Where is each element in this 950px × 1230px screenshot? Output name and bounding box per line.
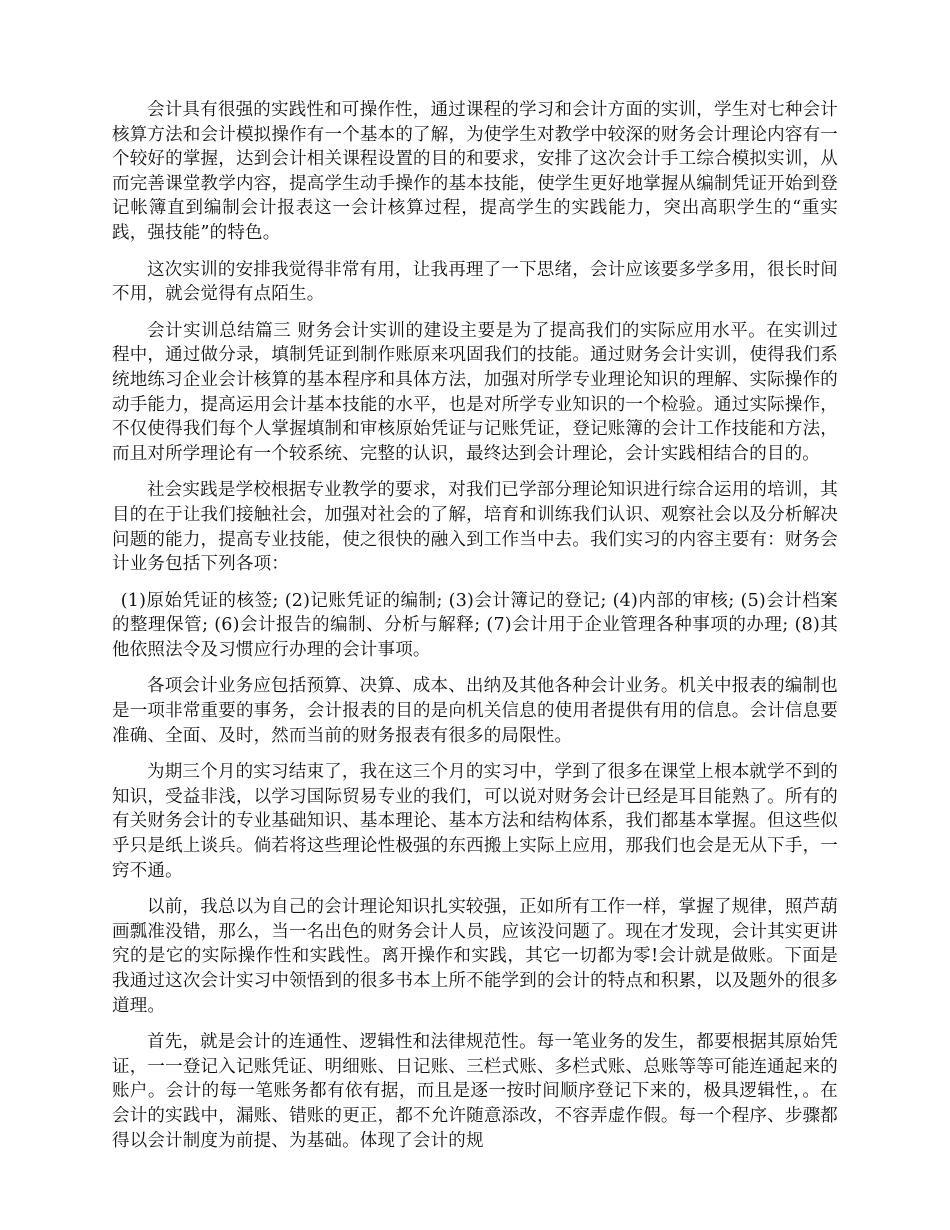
paragraph-accounting-business: 各项会计业务应包括预算、决算、成本、出纳及其他各种会计业务。机关中报表的编制也是一项非常重要的事务，会计报表的目的是向机关信息的使用者提供有用的信息。会计信息要准确、全面、及时，然而当前的财务报表有很多的局限性。 — [112, 676, 838, 746]
paragraph-training-summary: 会计实训总结篇三 财务会计实训的建设主要是为了提高我们的实际应用水平。在实训过程中，通过做分录，填制凭证到制作账原来巩固我们的技能。通过财务会计实训，使得我们系统地练习企业会计核算的基本程序和具体方法，加强对所学专业理论知识的理解、实际操作的动手能力，提高运用会计基本技能的水平，也是对所学专业知识的一个检验。通过实际操作，不仅使得我们每个人掌握填制和审核原始凭证与记账凭证，登记账簿的会计工作技能和方法，而且对所学理论有一个较系统、完整的认识，最终达到会计理论，会计实践相结合的目的。 — [112, 320, 838, 464]
paragraph-social-practice: 社会实践是学校根据专业教学的要求，对我们已学部分理论知识进行综合运用的培训，其目的在于让我们接触社会，加强对社会的了解，培育和训练我们认识、观察社会以及分析解决问题的能力，提高专业技能，使之很快的融入到工作当中去。我们实习的内容主要有：财务会计业务包括下列各项： — [112, 480, 838, 575]
paragraph-first-point: 首先，就是会计的连通性、逻辑性和法律规范性。每一笔业务的发生，都要根据其原始凭证，一一登记入记账凭证、明细账、日记账、三栏式账、多栏式账、总账等等可能连通起来的账户。会计的每一笔账务都有依有据，而且是逐一按时间顺序登记下来的，极具逻辑性，。在会计的实践中，漏账、错账的更正，都不允许随意添改，不容弄虚作假。每一个程序、步骤都得以会计制度为前提、为基础。体现了会计的规 — [112, 1032, 838, 1151]
document-body — [112, 98, 838, 1165]
paragraph-previous-belief: 以前，我总以为自己的会计理论知识扎实较强，正如所有工作一样，掌握了规律，照芦葫画瓢准没错，那么，当一名出色的财务会计人员，应该没问题了。现在才发现，会计其实更讲究的是它的实际操作性和实践性。离开操作和实践，其它一切都为零!会计就是做账。下面是我通过这次会计实习中领悟到的很多书本上所不能学到的会计的特点和积累，以及题外的很多道理。 — [112, 897, 838, 1016]
paragraph-reflection: 这次实训的安排我觉得非常有用，让我再理了一下思绪，会计应该要多学多用，很长时间不用，就会觉得有点陌生。 — [112, 259, 838, 305]
paragraph-business-items: (1)原始凭证的核签; (2)记账凭证的编制; (3)会计簿记的登记; (4)内部的审核; (5)会计档案的整理保管; (6)会计报告的编制、分析与解释; (7)会计用于企业管理各种事项的办理; (8)其他依照法令及习惯应行办理的会计事项。 — [112, 590, 838, 660]
paragraph-internship-end: 为期三个月的实习结束了，我在这三个月的实习中，学到了很多在课堂上根本就学不到的知识，受益非浅，以学习国际贸易专业的我们，可以说对财务会计已经是耳目能熟了。所有的有关财务会计的专业基础知识、基本理论、基本方法和结构体系，我们都基本掌握。但这些似乎只是纸上谈兵。倘若将这些理论性极强的东西搬上实际上应用，那我们也会是无从下手，一窍不通。 — [112, 762, 838, 881]
paragraph-intro: 会计具有很强的实践性和可操作性，通过课程的学习和会计方面的实训，学生对七种会计核算方法和会计模拟操作有一个基本的了解，为使学生对教学中较深的财务会计理论内容有一个较好的掌握，达到会计相关课程设置的目的和要求，安排了这次会计手工综合模拟实训，从而完善课堂教学内容，提高学生动手操作的基本技能，使学生更好地掌握从编制凭证开始到登记帐簿直到编制会计报表这一会计核算过程，提高学生的实践能力，突出高职学生的“重实践，强技能”的特色。 — [112, 100, 838, 243]
